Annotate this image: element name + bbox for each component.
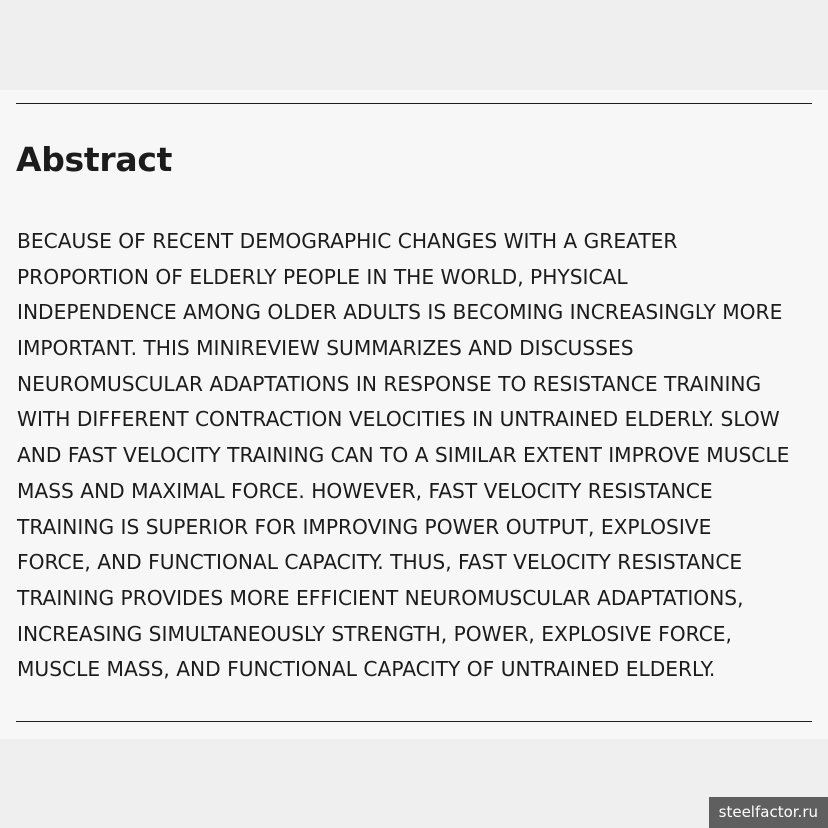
abstract-line: PROPORTION OF ELDERLY PEOPLE IN THE WORLD, PHYSICAL	[17, 264, 628, 289]
bottom-divider	[16, 721, 812, 722]
abstract-line: MUSCLE MASS, AND FUNCTIONAL CAPACITY OF UNTRAINED ELDERLY.	[17, 657, 716, 682]
abstract-line: BECAUSE OF RECENT DEMOGRAPHIC CHANGES WITH A GREATER	[17, 229, 678, 253]
abstract-line: TRAINING IS SUPERIOR FOR IMPROVING POWER OUTPUT, EXPLOSIVE	[17, 514, 712, 539]
abstract-line: INCREASING SIMULTANEOUSLY STRENGTH, POWER, EXPLOSIVE FORCE,	[17, 621, 732, 646]
abstract-body	[17, 224, 817, 688]
site-watermark: steelfactor.ru	[709, 797, 828, 828]
abstract-heading: Abstract	[16, 140, 173, 179]
abstract-panel	[0, 90, 828, 739]
top-divider	[16, 103, 812, 104]
abstract-line: INDEPENDENCE AMONG OLDER ADULTS IS BECOMING INCREASINGLY MORE	[17, 300, 783, 325]
abstract-line: NEUROMUSCULAR ADAPTATIONS IN RESPONSE TO RESISTANCE TRAINING	[17, 371, 762, 396]
top-background	[0, 0, 828, 90]
abstract-line: IMPORTANT. THIS MINIREVIEW SUMMARIZES AND DISCUSSES	[17, 336, 634, 361]
abstract-line: MASS AND MAXIMAL FORCE. HOWEVER, FAST VELOCITY RESISTANCE	[17, 478, 713, 503]
abstract-line: AND FAST VELOCITY TRAINING CAN TO A SIMILAR EXTENT IMPROVE MUSCLE	[17, 443, 790, 468]
abstract-line: TRAINING PROVIDES MORE EFFICIENT NEUROMUSCULAR ADAPTATIONS,	[17, 585, 744, 610]
abstract-line: WITH DIFFERENT CONTRACTION VELOCITIES IN UNTRAINED ELDERLY. SLOW	[17, 407, 780, 432]
abstract-line: FORCE, AND FUNCTIONAL CAPACITY. THUS, FAST VELOCITY RESISTANCE	[17, 550, 743, 575]
